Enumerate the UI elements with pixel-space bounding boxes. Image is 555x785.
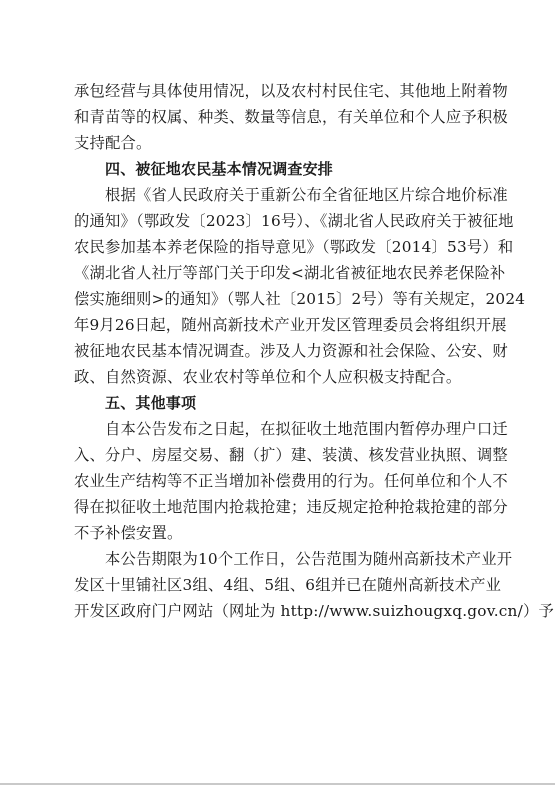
paragraph-line: 农业生产结构等不正当增加补偿费用的行为。任何单位和个人不 bbox=[74, 472, 508, 490]
section-heading-4: 四、被征地农民基本情况调查安排 bbox=[105, 160, 334, 178]
paragraph-line: 根据《省人民政府关于重新公布全省征地区片综合地价标准 bbox=[105, 186, 508, 204]
paragraph-line: 承包经营与具体使用情况，以及农村村民住宅、其他地上附着物 bbox=[74, 82, 508, 100]
paragraph-line: 年9月26日起，随州高新技术产业开发区管理委员会将组织开展 bbox=[74, 316, 507, 334]
paragraph-line: 入、分户、房屋交易、翻（扩）建、装潢、核发营业执照、调整 bbox=[74, 446, 508, 464]
paragraph-line: 被征地农民基本情况调查。涉及人力资源和社会保险、公安、财 bbox=[74, 342, 508, 360]
section-heading-5: 五、其他事项 bbox=[105, 394, 197, 412]
paragraph-line: 和青苗等的权属、种类、数量等信息，有关单位和个人应予积极 bbox=[74, 108, 508, 126]
paragraph-line: 《湖北省人社厅等部门关于印发<湖北省被征地农民养老保险补 bbox=[74, 264, 506, 282]
document-body bbox=[74, 78, 554, 624]
paragraph-line: 得在拟征收土地范围内抢栽抢建；违反规定抢种抢栽抢建的部分 bbox=[74, 498, 508, 516]
paragraph-line: 偿实施细则>的通知》（鄂人社〔2015〕2号）等有关规定，2024 bbox=[74, 290, 526, 308]
paragraph-line: 的通知》（鄂政发〔2023〕16号）、《湖北省人民政府关于被征地 bbox=[74, 212, 514, 230]
paragraph-line: 支持配合。 bbox=[74, 134, 152, 152]
paragraph-line: 发区十里铺社区3组、4组、5组、6组并已在随州高新技术产业 bbox=[74, 576, 502, 594]
paragraph-line: 政、自然资源、农业农村等单位和个人应积极支持配合。 bbox=[74, 368, 462, 386]
paragraph-line: 自本公告发布之日起，在拟征收土地范围内暂停办理户口迁 bbox=[105, 420, 508, 438]
paragraph-line: 开发区政府门户网站（网址为 http://www.suizhougxq.gov.cn/）予 bbox=[74, 602, 554, 620]
paragraph-line: 农民参加基本养老保险的指导意见》（鄂政发〔2014〕53号）和 bbox=[74, 238, 514, 256]
paragraph-line: 本公告期限为10个工作日，公告范围为随州高新技术产业开 bbox=[105, 550, 513, 568]
paragraph-line: 不予补偿安置。 bbox=[74, 524, 183, 542]
